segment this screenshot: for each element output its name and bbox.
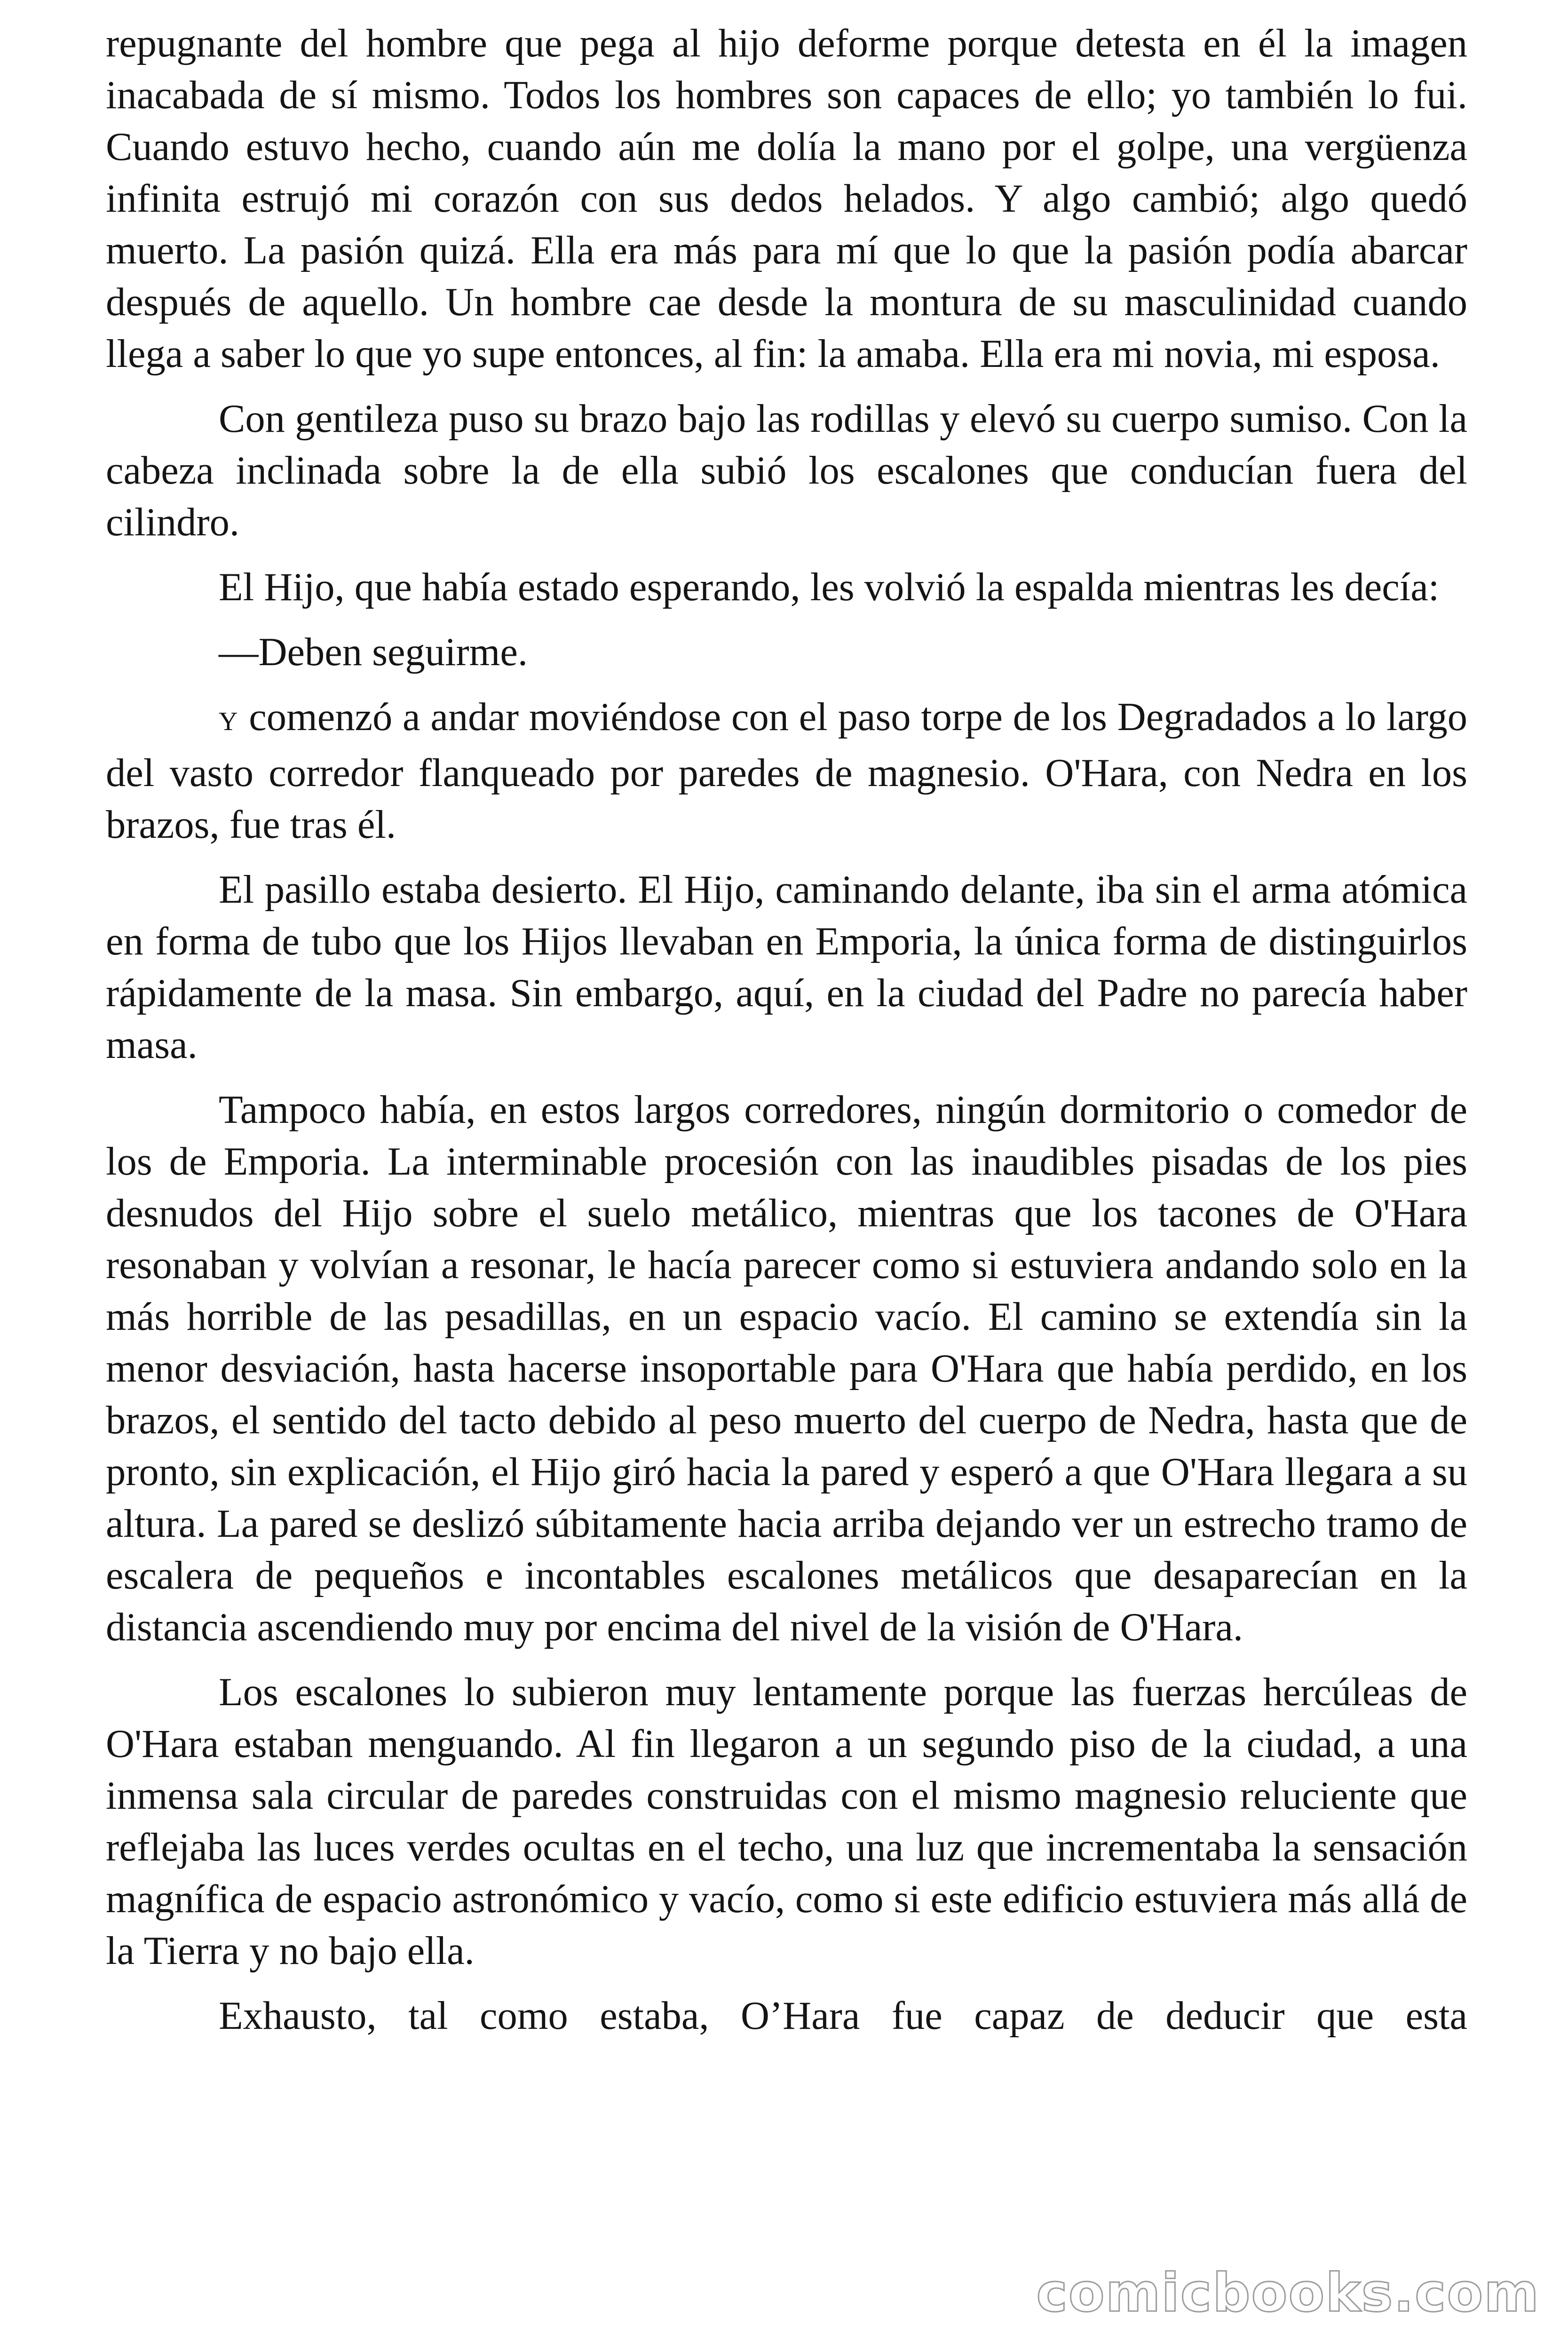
paragraph-1: repugnante del hombre que pega al hijo deforme porque detesta en él la imagen inacabada de sí mismo. Todos los hombres son capaces de ello; yo también lo fui. Cuando estuvo hecho, cuando aún me dolía la mano por el golpe, una vergüenza infinita estrujó mi corazón con sus dedos helados. Y algo cambió; algo quedó muerto. La pasión quizá. Ella era más para mí que lo que la pasión podía abarcar después de aquello. Un hombre cae desde la montura de su masculinidad cuando llega a saber lo que yo supe entonces, al fin: la amaba. Ella era mi novia, mi esposa. bbox=[106, 22, 1467, 376]
paragraph-9: Exhausto, tal como estaba, O’Hara fue capaz de deducir que esta bbox=[219, 1994, 1467, 2038]
paragraph-5 bbox=[106, 691, 1467, 851]
paragraph-2: Con gentileza puso su brazo bajo las rodillas y elevó su cuerpo sumiso. Con la cabeza inclinada sobre la de ella subió los escalones que conducían fuera del cilindro. bbox=[106, 397, 1467, 544]
paragraph-8: Los escalones lo subieron muy lentamente porque las fuerzas hercúleas de O'Hara estaban menguando. Al fin llegaron a un segundo piso de la ciudad, a una inmensa sala circular de paredes construidas con el mismo magnesio reluciente que reflejaba las luces verdes ocultas en el techo, una luz que incrementaba la sensación magnífica de espacio astronómico y vacío, como si este edificio estuviera más allá de la Tierra y no bajo ella. bbox=[106, 1670, 1467, 1973]
paragraph-5-lead-letter: Y bbox=[219, 707, 239, 736]
watermark: comicbooks.com bbox=[1036, 2263, 1540, 2324]
paragraph-4-dialogue: —Deben seguirme. bbox=[219, 630, 528, 674]
paragraph-3: El Hijo, que había estado esperando, les volvió la espalda mientras les decía: bbox=[219, 565, 1440, 609]
paragraph-6: El pasillo estaba desierto. El Hijo, caminando delante, iba sin el arma atómica en forma de tubo que los Hijos llevaban en Emporia, la única forma de distinguirlos rápidamente de la masa. Sin embargo, aquí, en la ciudad del Padre no parecía haber masa. bbox=[106, 868, 1467, 1067]
paragraph-5-text: comenzó a andar moviéndose con el paso torpe de los Degradados a lo largo del vasto corredor flanqueado por paredes de magnesio. O'Hara, con Nedra en los brazos, fue tras él. bbox=[106, 695, 1467, 847]
document-page bbox=[106, 18, 1467, 2055]
paragraph-7: Tampoco había, en estos largos corredores, ningún dormitorio o comedor de los de Emporia. La interminable procesión con las inaudibles pisadas de los pies desnudos del Hijo sobre el suelo metálico, mientras que los tacones de O'Hara resonaban y volvían a resonar, le hacía parecer como si estuviera andando solo en la más horrible de las pesadillas, en un espacio vacío. El camino se extendía sin la menor desviación, hasta hacerse insoportable para O'Hara que había perdido, en los brazos, el sentido del tacto debido al peso muerto del cuerpo de Nedra, hasta que de pronto, sin explicación, el Hijo giró hacia la pared y esperó a que O'Hara llegara a su altura. La pared se deslizó súbitamente hacia arriba dejando ver un estrecho tramo de escalera de pequeños e incontables escalones metálicos que desaparecían en la distancia ascendiendo muy por encima del nivel de la visión de O'Hara. bbox=[106, 1088, 1467, 1649]
